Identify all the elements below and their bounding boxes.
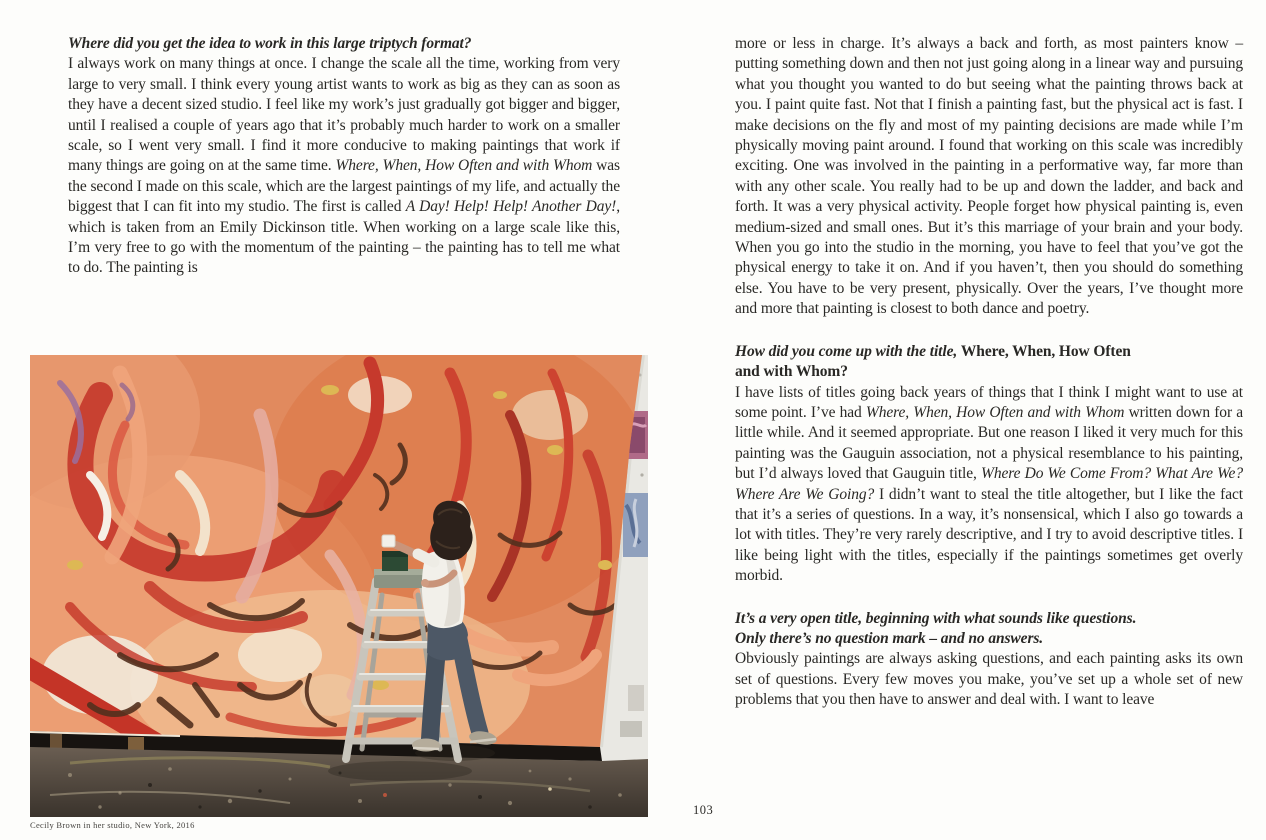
interview-answer-1: I always work on many things at once. I change the scale all the time, working from very large to very small. I think every young artist wants to work as big as they can as soon as they have a decent sized studio. I feel like my work’s just gradually got bigger and bigger, until I realised a couple of years ago that it’s probably much harder to work on a smaller scale, so I went very small. I find it more conducive to making paintings that work if many things are going on at the same time. Where, When, How Often and with Whom was the second I made on this scale, which are the largest paintings of my life, and actually the biggest that I can fit into my studio. The first is called A Day! Help! Help! Another Day!, which is taken from an Emily Dickinson title. When working on a large scale like this, I’m very free to go with the momentum of the painting – the painting has to tell me what to do. The painting is (68, 55, 620, 277)
page-number: 103 (693, 803, 714, 817)
question-2-line-1: How did you come up with the title, Where, When, How Often (735, 342, 1131, 360)
photo-caption: Cecily Brown in her studio, New York, 2016 (30, 820, 195, 830)
ladder-shadow (328, 761, 472, 781)
interview-question-2 (735, 342, 1243, 383)
interview-answer-2: I have lists of titles going back years of things that I think I might want to use at some point. I’ve had Where, When, How Often and with Whom written down for a little while. And it seemed appropriate. But one reason I liked it very much for this painting was the Gauguin association, not a physical resemblance to his painting, but I’d always loved that Gauguin title, Where Do We Come From? What Are We? Where Are We Going? I didn’t want to steal the title altogether, but I like the fact that it’s a series of questions. In a way, it’s nonsensical, which I also go towards a lot with titles. They’re very rarely descriptive, and I try to avoid descriptive titles. I like being light with the titles, especially if the paintings sometimes get overly morbid. (735, 383, 1243, 585)
studio-photo-figure (30, 355, 648, 831)
interview-answer-3: Obviously paintings are always asking questions, and each painting asks its own set of questions. Every few moves you make, you’ve set up a whole set of new problems that you then have to answer and deal with. I want to leave (735, 650, 1243, 709)
question-2-line-2: and with Whom? (735, 363, 848, 381)
paint-cup (382, 535, 395, 547)
question-3-line-2: Only there’s no question mark – and no answers. (735, 629, 1044, 647)
interview-question-1: Where did you get the idea to work in this large triptych format? (68, 35, 472, 52)
left-page-text-column (68, 34, 620, 279)
studio-photo-illustration (30, 355, 648, 817)
interview-question-3 (735, 609, 1243, 650)
question-3-line-1: It’s a very open title, beginning with what sounds like questions. (735, 609, 1137, 627)
abstract-painting (30, 355, 648, 780)
interview-answer-1-continued: more or less in charge. It’s always a back and forth, as most painters know – putting something down and then not just going along in a linear way and pursuing what you thought you wanted to do but seeing what the painting throws back at you. I paint quite fast. Not that I finish a painting fast, but the physical act is fast. I make decisions on the fly and most of my painting decisions are made while I’m physically moving paint around. I found that working on this scale was incredibly exciting. One was involved in the painting in a performative way, far more than with any other scale. You really had to be up and down the ladder, and back and forth. It was a very physical activity. People forget how physical painting is, even medium-sized and small ones. But it’s this marriage of your brain and your body. When you go into the studio in the morning, you have to feel that you’ve got the physical energy to take it on. And if you haven’t, then you should do something else. You have to be very present, physically. Over the years, I’ve thought more and more that painting is closest to both dance and poetry. (735, 35, 1243, 318)
right-page-text-column (735, 34, 1243, 711)
